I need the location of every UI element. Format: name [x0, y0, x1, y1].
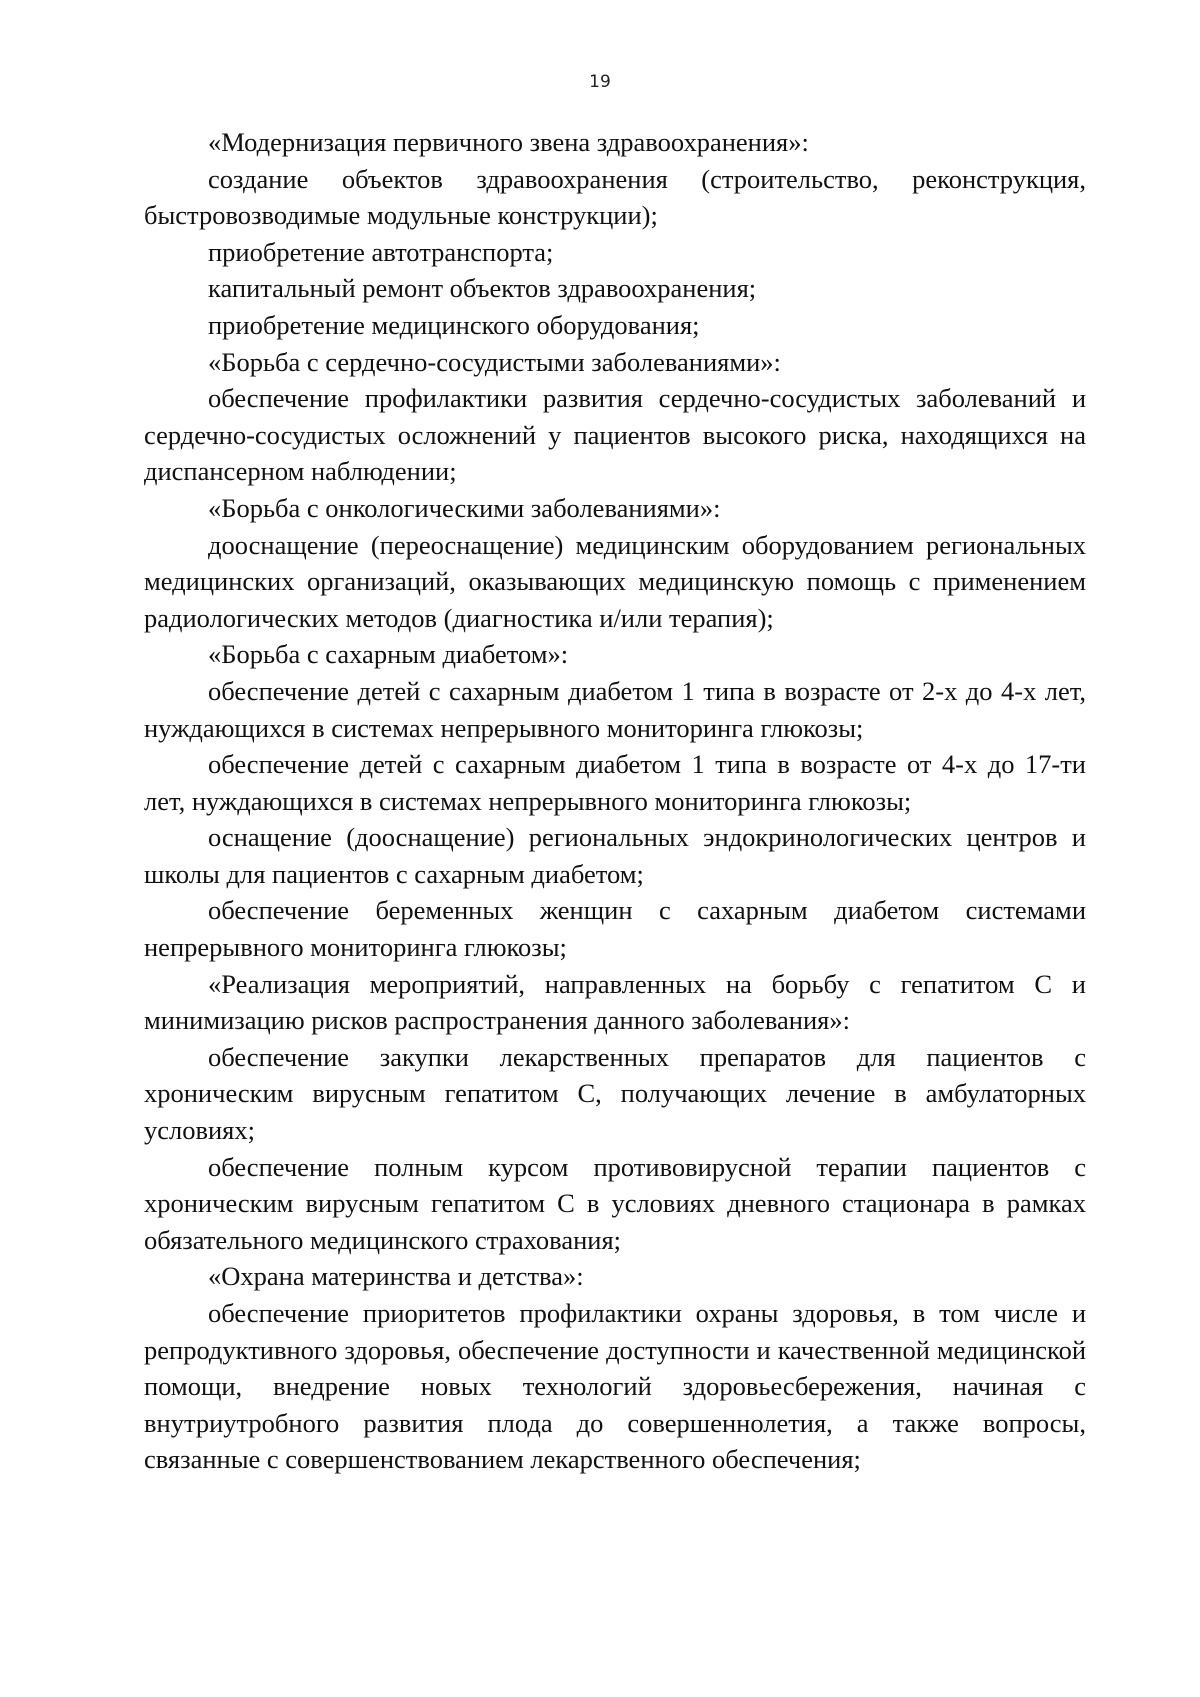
section-heading-primary-care: «Модернизация первичного звена здравоохранения»:: [208, 127, 809, 157]
list-item-paragraph: приобретение медицинского оборудования;: [208, 309, 700, 340]
section-heading-maternity: «Охрана материнства и детства»:: [208, 1261, 584, 1292]
list-item-paragraph: обеспечение приоритетов профилактики охраны здоровья, в том числе и репродуктивного здоровья, обеспечение доступности и качественной медицинской помощи, внедрение новых технологий здоровьесбережения, начиная с внутриутробного развития плода до совершеннолетия, а также вопросы, связанные с совершенствованием лекарственного обеспечения;: [144, 1298, 1086, 1475]
list-item-paragraph: обеспечение полным курсом противовирусной терапии пациентов с хроническим вирусным гепатитом С в условиях дневного стационара в рамках обязательного медицинского страхования;: [144, 1151, 1086, 1255]
list-item-paragraph: создание объектов здравоохранения (строительство, реконструкция, быстровозводимые модульные конструкции);: [144, 163, 1086, 231]
list-item-paragraph: дооснащение (переоснащение) медицинским оборудованием региональных медицинских организаций, оказывающих медицинскую помощь с применением радиологических методов (диагностика и/или терапия);: [144, 529, 1086, 633]
list-item-paragraph: капитальный ремонт объектов здравоохранения;: [208, 273, 757, 304]
section-heading-cardiovascular: «Борьба с сердечно-сосудистыми заболеваниями»:: [208, 346, 781, 377]
section-heading-hepatitis: «Реализация мероприятий, направленных на борьбу с гепатитом С и минимизацию рисков распространения данного заболевания»:: [144, 968, 1086, 1036]
section-heading-diabetes: «Борьба с сахарным диабетом»:: [208, 639, 569, 670]
document-body: [144, 124, 1086, 1478]
page-number: 19: [589, 72, 611, 92]
list-item-paragraph: обеспечение детей с сахарным диабетом 1 типа в возрасте от 2-х до 4-х лет, нуждающихся в системах непрерывного мониторинга глюкозы;: [144, 675, 1086, 743]
list-item-paragraph: обеспечение беременных женщин с сахарным диабетом системами непрерывного мониторинга глюкозы;: [144, 895, 1086, 963]
section-heading-oncology: «Борьба с онкологическими заболеваниями»:: [208, 492, 721, 523]
list-item-paragraph: оснащение (дооснащение) региональных эндокринологических центров и школы для пациентов с сахарным диабетом;: [144, 822, 1086, 889]
list-item-paragraph: приобретение автотранспорта;: [208, 236, 554, 267]
list-item-paragraph: обеспечение профилактики развития сердечно-сосудистых заболеваний и сердечно-сосудистых осложнений у пациентов высокого риска, находящихся на диспансерном наблюдении;: [144, 383, 1086, 487]
list-item-paragraph: обеспечение закупки лекарственных препаратов для пациентов с хроническим вирусным гепатитом С, получающих лечение в амбулаторных условиях;: [144, 1041, 1086, 1146]
list-item-paragraph: обеспечение детей с сахарным диабетом 1 типа в возрасте от 4-х до 17-ти лет, нуждающихся в системах непрерывного мониторинга глюкозы;: [144, 749, 1086, 816]
